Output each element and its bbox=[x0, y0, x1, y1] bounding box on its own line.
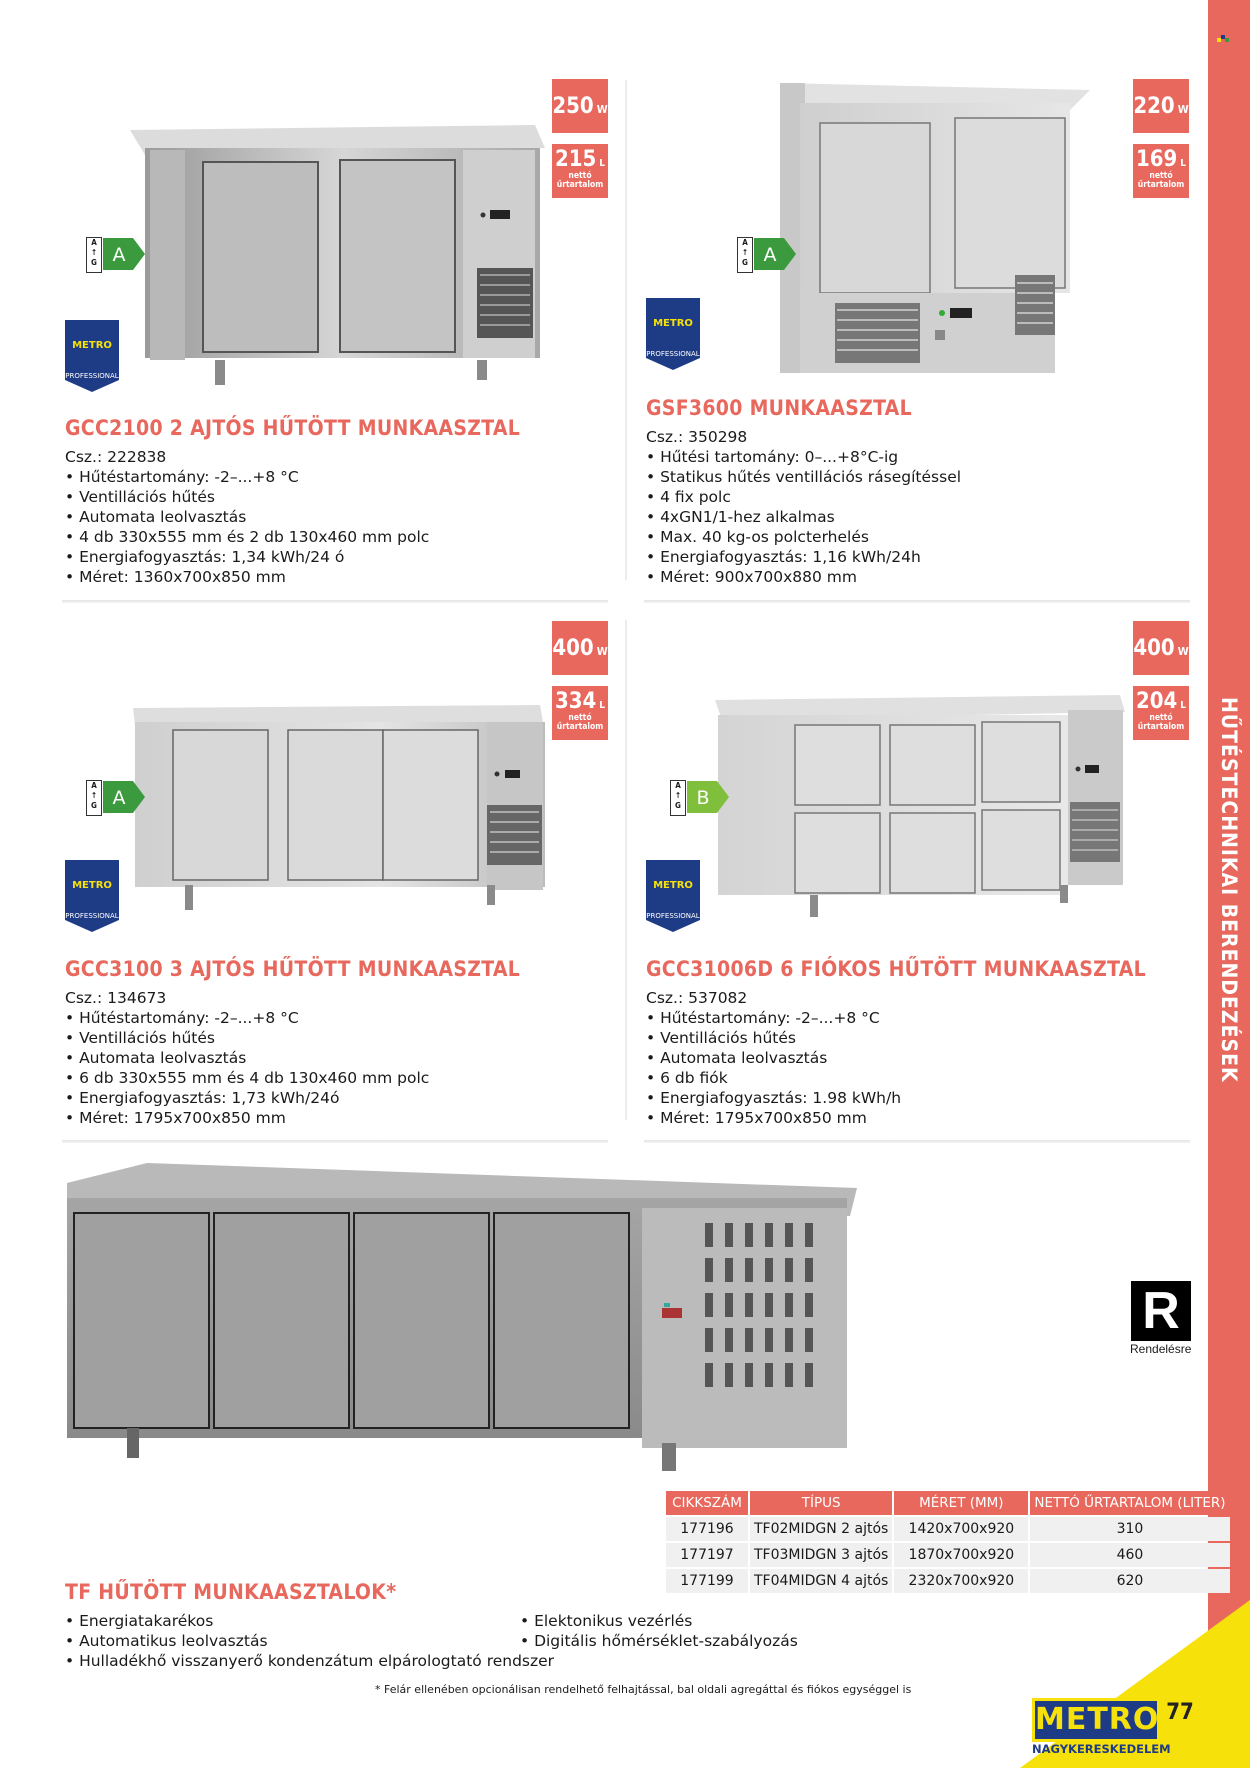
table-header: TÍPUS bbox=[750, 1491, 892, 1515]
tf-worktable-product-image bbox=[62, 1158, 862, 1478]
svg-text:PROFESSIONAL: PROFESSIONAL bbox=[65, 912, 119, 920]
tf-bullets-right: • Elektonikus vezérlés • Digitális hőmérséklet-szabályozás bbox=[520, 1612, 798, 1650]
color-dots-icon bbox=[1217, 35, 1229, 45]
energy-class-text: A bbox=[763, 244, 777, 266]
gsf3600-product-image bbox=[775, 78, 1095, 383]
energy-class-text: A bbox=[112, 244, 126, 266]
svg-text:METRO: METRO bbox=[72, 880, 112, 891]
table-cell: TF03MIDGN 3 ajtós bbox=[750, 1543, 892, 1567]
page-number: 77 bbox=[1166, 1700, 1194, 1725]
svg-text:METRO: METRO bbox=[653, 880, 693, 891]
gcc31006d-product-image bbox=[710, 690, 1130, 930]
power-badge: 220 W bbox=[1133, 79, 1189, 133]
table-cell: 177197 bbox=[666, 1543, 748, 1567]
svg-text:PROFESSIONAL: PROFESSIONAL bbox=[646, 912, 700, 920]
svg-text:METRO: METRO bbox=[653, 318, 693, 329]
tf-bullets-left: • Energiatakarékos • Automatikus leolvasztás • Hulladékhő visszanyerő kondenzátum elpárologtató rendszer bbox=[65, 1612, 555, 1670]
table-cell: 2320x700x920 bbox=[894, 1569, 1028, 1593]
energy-label: A ↑ G A bbox=[86, 780, 146, 816]
table-cell: TF04MIDGN 4 ajtós bbox=[750, 1569, 892, 1593]
product-title: GCC2100 2 AJTÓS HŰTÖTT MUNKAASZTAL bbox=[65, 416, 521, 440]
row-divider bbox=[644, 1140, 1190, 1143]
order-only-icon: R bbox=[1131, 1281, 1191, 1341]
order-only-label: Rendelésre bbox=[1130, 1342, 1192, 1356]
table-cell: 177199 bbox=[666, 1569, 748, 1593]
gcc2100-product-image bbox=[125, 120, 550, 410]
power-badge: 400 W bbox=[552, 621, 608, 675]
table-row bbox=[666, 1517, 1230, 1541]
svg-text:PROFESSIONAL: PROFESSIONAL bbox=[65, 372, 119, 380]
metro-professional-logo bbox=[65, 320, 119, 392]
table-header: NETTÓ ŰRTARTALOM (LITER) bbox=[1030, 1491, 1229, 1515]
metro-professional-logo bbox=[646, 298, 700, 370]
metro-professional-logo bbox=[646, 860, 700, 932]
column-divider bbox=[625, 620, 627, 1120]
product-specs: Csz.: 222838 • Hűtéstartomány: -2–...+8 °C • Ventillációs hűtés • Automata leolvasztás • 4 db 330x555 mm és 2 db 130x460 mm polc • Energiafogyasztás: 1,34 kWh/24 ó • Méret: 1360x700x850 mm bbox=[65, 448, 430, 586]
footnote: * Felár ellenében opcionálisan rendelhető felhajtással, bal oldali agregáttal és fiókos egységgel is bbox=[375, 1683, 912, 1696]
svg-text:METRO: METRO bbox=[72, 340, 112, 351]
product-specs: Csz.: 537082 • Hűtéstartomány: -2–...+8 °C • Ventillációs hűtés • Automata leolvasztás • 6 db fiók • Energiafogyasztás: 1.98 kWh/h • Méret: 1795x700x850 mm bbox=[646, 989, 902, 1127]
product-title: GCC3100 3 AJTÓS HŰTÖTT MUNKAASZTAL bbox=[65, 957, 521, 981]
table-cell: 460 bbox=[1030, 1543, 1229, 1567]
volume-badge: 334 L nettó űrtartalom bbox=[552, 686, 608, 740]
product-specs: Csz.: 350298 • Hűtési tartomány: 0–...+8°C-ig • Statikus hűtés ventillációs rásegítéssel • 4 fix polc • 4xGN1/1-hez alkalmas • Max. 40 kg-os polcterhelés • Energiafogyasztás: 1,16 kWh/24h • Méret: 900x700x880 mm bbox=[646, 428, 962, 586]
volume-badge: 215 L nettó űrtartalom bbox=[552, 144, 608, 198]
energy-label: A ↑ G B bbox=[670, 780, 730, 816]
product-title: GSF3600 MUNKAASZTAL bbox=[646, 396, 912, 420]
svg-text:PROFESSIONAL: PROFESSIONAL bbox=[646, 350, 700, 358]
product-specs: Csz.: 134673 • Hűtéstartomány: -2–...+8 °C • Ventillációs hűtés • Automata leolvasztás • 6 db 330x555 mm és 4 db 130x460 mm polc • Energiafogyasztás: 1,73 kWh/24ó • Méret: 1795x700x850 mm bbox=[65, 989, 430, 1127]
volume-badge: 204 L nettó űrtartalom bbox=[1133, 686, 1189, 740]
row-divider bbox=[62, 600, 608, 603]
energy-label: A ↑ G A bbox=[86, 237, 146, 273]
table-cell: 620 bbox=[1030, 1569, 1229, 1593]
table-cell: 310 bbox=[1030, 1517, 1229, 1541]
metro-logo-subtitle: NAGYKERESKEDELEM bbox=[1032, 1742, 1171, 1756]
table-cell: 1870x700x920 bbox=[894, 1543, 1028, 1567]
volume-badge: 169 L nettó űrtartalom bbox=[1133, 144, 1189, 198]
product-title: GCC31006D 6 FIÓKOS HŰTÖTT MUNKAASZTAL bbox=[646, 957, 1146, 981]
table-header: CIKKSZÁM bbox=[666, 1491, 748, 1515]
metro-logo: METRO bbox=[1032, 1698, 1160, 1742]
power-badge: 250 W bbox=[552, 79, 608, 133]
table-cell: 1420x700x920 bbox=[894, 1517, 1028, 1541]
table-cell: 177196 bbox=[666, 1517, 748, 1541]
gcc3100-product-image bbox=[125, 700, 550, 930]
table-header: MÉRET (MM) bbox=[894, 1491, 1028, 1515]
energy-class-text: A bbox=[112, 787, 126, 809]
metro-professional-logo bbox=[65, 860, 119, 932]
column-divider bbox=[625, 80, 627, 580]
row-divider bbox=[644, 600, 1190, 603]
energy-label: A ↑ G A bbox=[737, 237, 797, 273]
tf-section-title: TF HŰTÖTT MUNKAASZTALOK* bbox=[65, 1580, 397, 1604]
row-divider bbox=[62, 1140, 608, 1143]
power-badge: 400 W bbox=[1133, 621, 1189, 675]
table-cell: TF02MIDGN 2 ajtós bbox=[750, 1517, 892, 1541]
table-header-row bbox=[666, 1491, 1230, 1515]
side-section-title: HŰTÉSTECHNIKAI BERENDEZÉSEK bbox=[1217, 697, 1241, 1083]
energy-class-text: B bbox=[696, 787, 710, 809]
